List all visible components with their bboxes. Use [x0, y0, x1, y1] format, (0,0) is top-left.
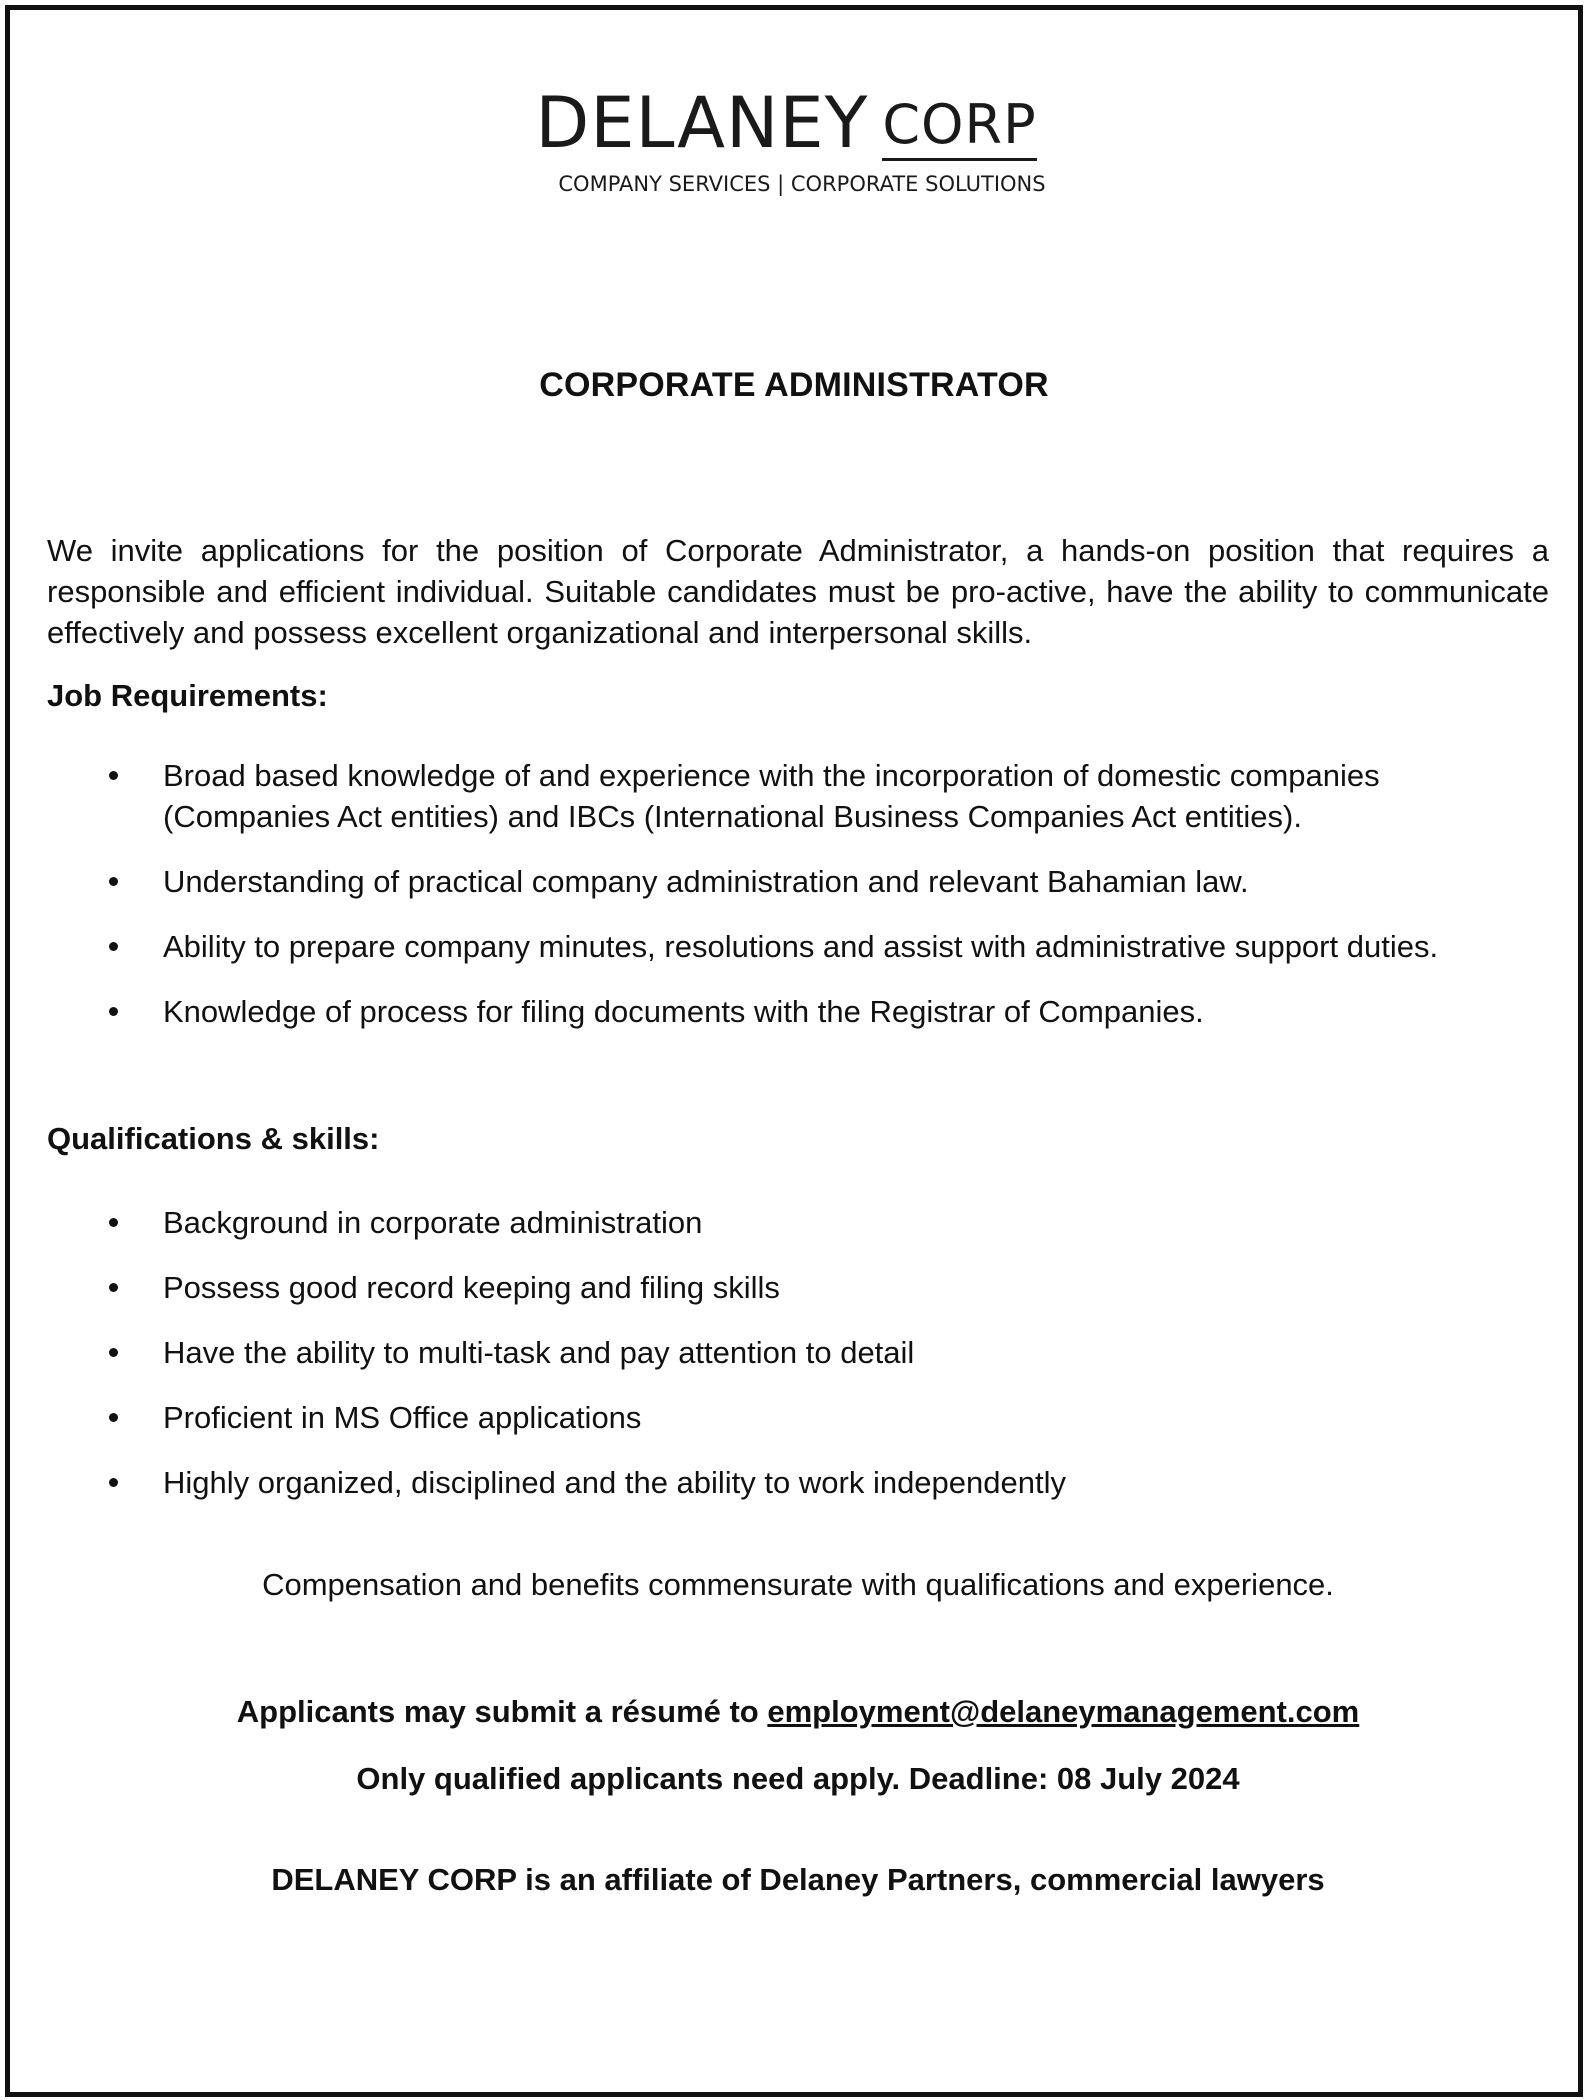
list-item: [47, 1267, 1549, 1308]
list-item-text: Broad based knowledge of and experience with the incorporation of domestic companies (Companies Act entities) and IBCs (International Business Companies Act entities).: [163, 758, 1380, 834]
list-item: [47, 755, 1549, 837]
list-item: [47, 1462, 1549, 1503]
bullet-icon: [109, 1478, 118, 1487]
list-item: [47, 926, 1549, 967]
deadline-note: Only qualified applicants need apply. Deadline: 08 July 2024: [356, 1761, 1240, 1796]
list-item-text: Background in corporate administration: [163, 1205, 703, 1240]
company-logo: [10, 82, 1578, 196]
qualifications-list: [47, 1202, 1549, 1503]
list-item-text: Possess good record keeping and filing skills: [163, 1270, 780, 1305]
job-requirements-list: [47, 755, 1549, 1032]
logo-tagline: COMPANY SERVICES | CORPORATE SOLUTIONS: [558, 172, 1046, 196]
list-item-text: Have the ability to multi-task and pay attention to detail: [163, 1335, 915, 1370]
intro-paragraph: We invite applications for the position of Corporate Administrator, a hands-on position that requires a responsible and efficient individual. Suitable candidates must be pro-active, have the ability to communicate effectively and possess excellent organizational and interpersonal skills.: [47, 533, 1549, 650]
bullet-icon: [109, 771, 118, 780]
qualifications-heading: Qualifications & skills:: [47, 1121, 380, 1156]
bullet-icon: [109, 877, 118, 886]
logo-main-word: DELANEY: [535, 82, 869, 164]
job-title: CORPORATE ADMINISTRATOR: [539, 366, 1049, 404]
bullet-icon: [109, 1283, 118, 1292]
list-item-text: Knowledge of process for filing documents with the Registrar of Companies.: [163, 994, 1204, 1029]
job-requirements-heading: Job Requirements:: [47, 678, 328, 713]
list-item: [47, 1332, 1549, 1373]
bullet-icon: [109, 1348, 118, 1357]
application-email-link[interactable]: employment@delaneymanagement.com: [767, 1694, 1360, 1729]
job-description: [47, 530, 1549, 1900]
bullet-icon: [109, 1218, 118, 1227]
affiliate-note: DELANEY CORP is an affiliate of Delaney Partners, commercial lawyers: [271, 1862, 1325, 1897]
advertisement-frame: [5, 5, 1583, 2097]
list-item: [47, 1202, 1549, 1243]
bullet-icon: [109, 942, 118, 951]
logo-wordmark: [535, 82, 1037, 164]
list-item: [47, 991, 1549, 1032]
logo-secondary-word: CORP: [882, 93, 1036, 161]
list-item-text: Understanding of practical company administration and relevant Bahamian law.: [163, 864, 1249, 899]
list-item-text: Highly organized, disciplined and the ability to work independently: [163, 1465, 1066, 1500]
apply-prefix: Applicants may submit a résumé to: [236, 1694, 759, 1729]
list-item-text: Ability to prepare company minutes, resolutions and assist with administrative support duties.: [163, 929, 1439, 964]
compensation-note: Compensation and benefits commensurate with qualifications and experience.: [262, 1567, 1334, 1602]
apply-instructions: [47, 1691, 1549, 1732]
list-item: [47, 861, 1549, 902]
bullet-icon: [109, 1007, 118, 1016]
list-item: [47, 1397, 1549, 1438]
bullet-icon: [109, 1413, 118, 1422]
list-item-text: Proficient in MS Office applications: [163, 1400, 642, 1435]
